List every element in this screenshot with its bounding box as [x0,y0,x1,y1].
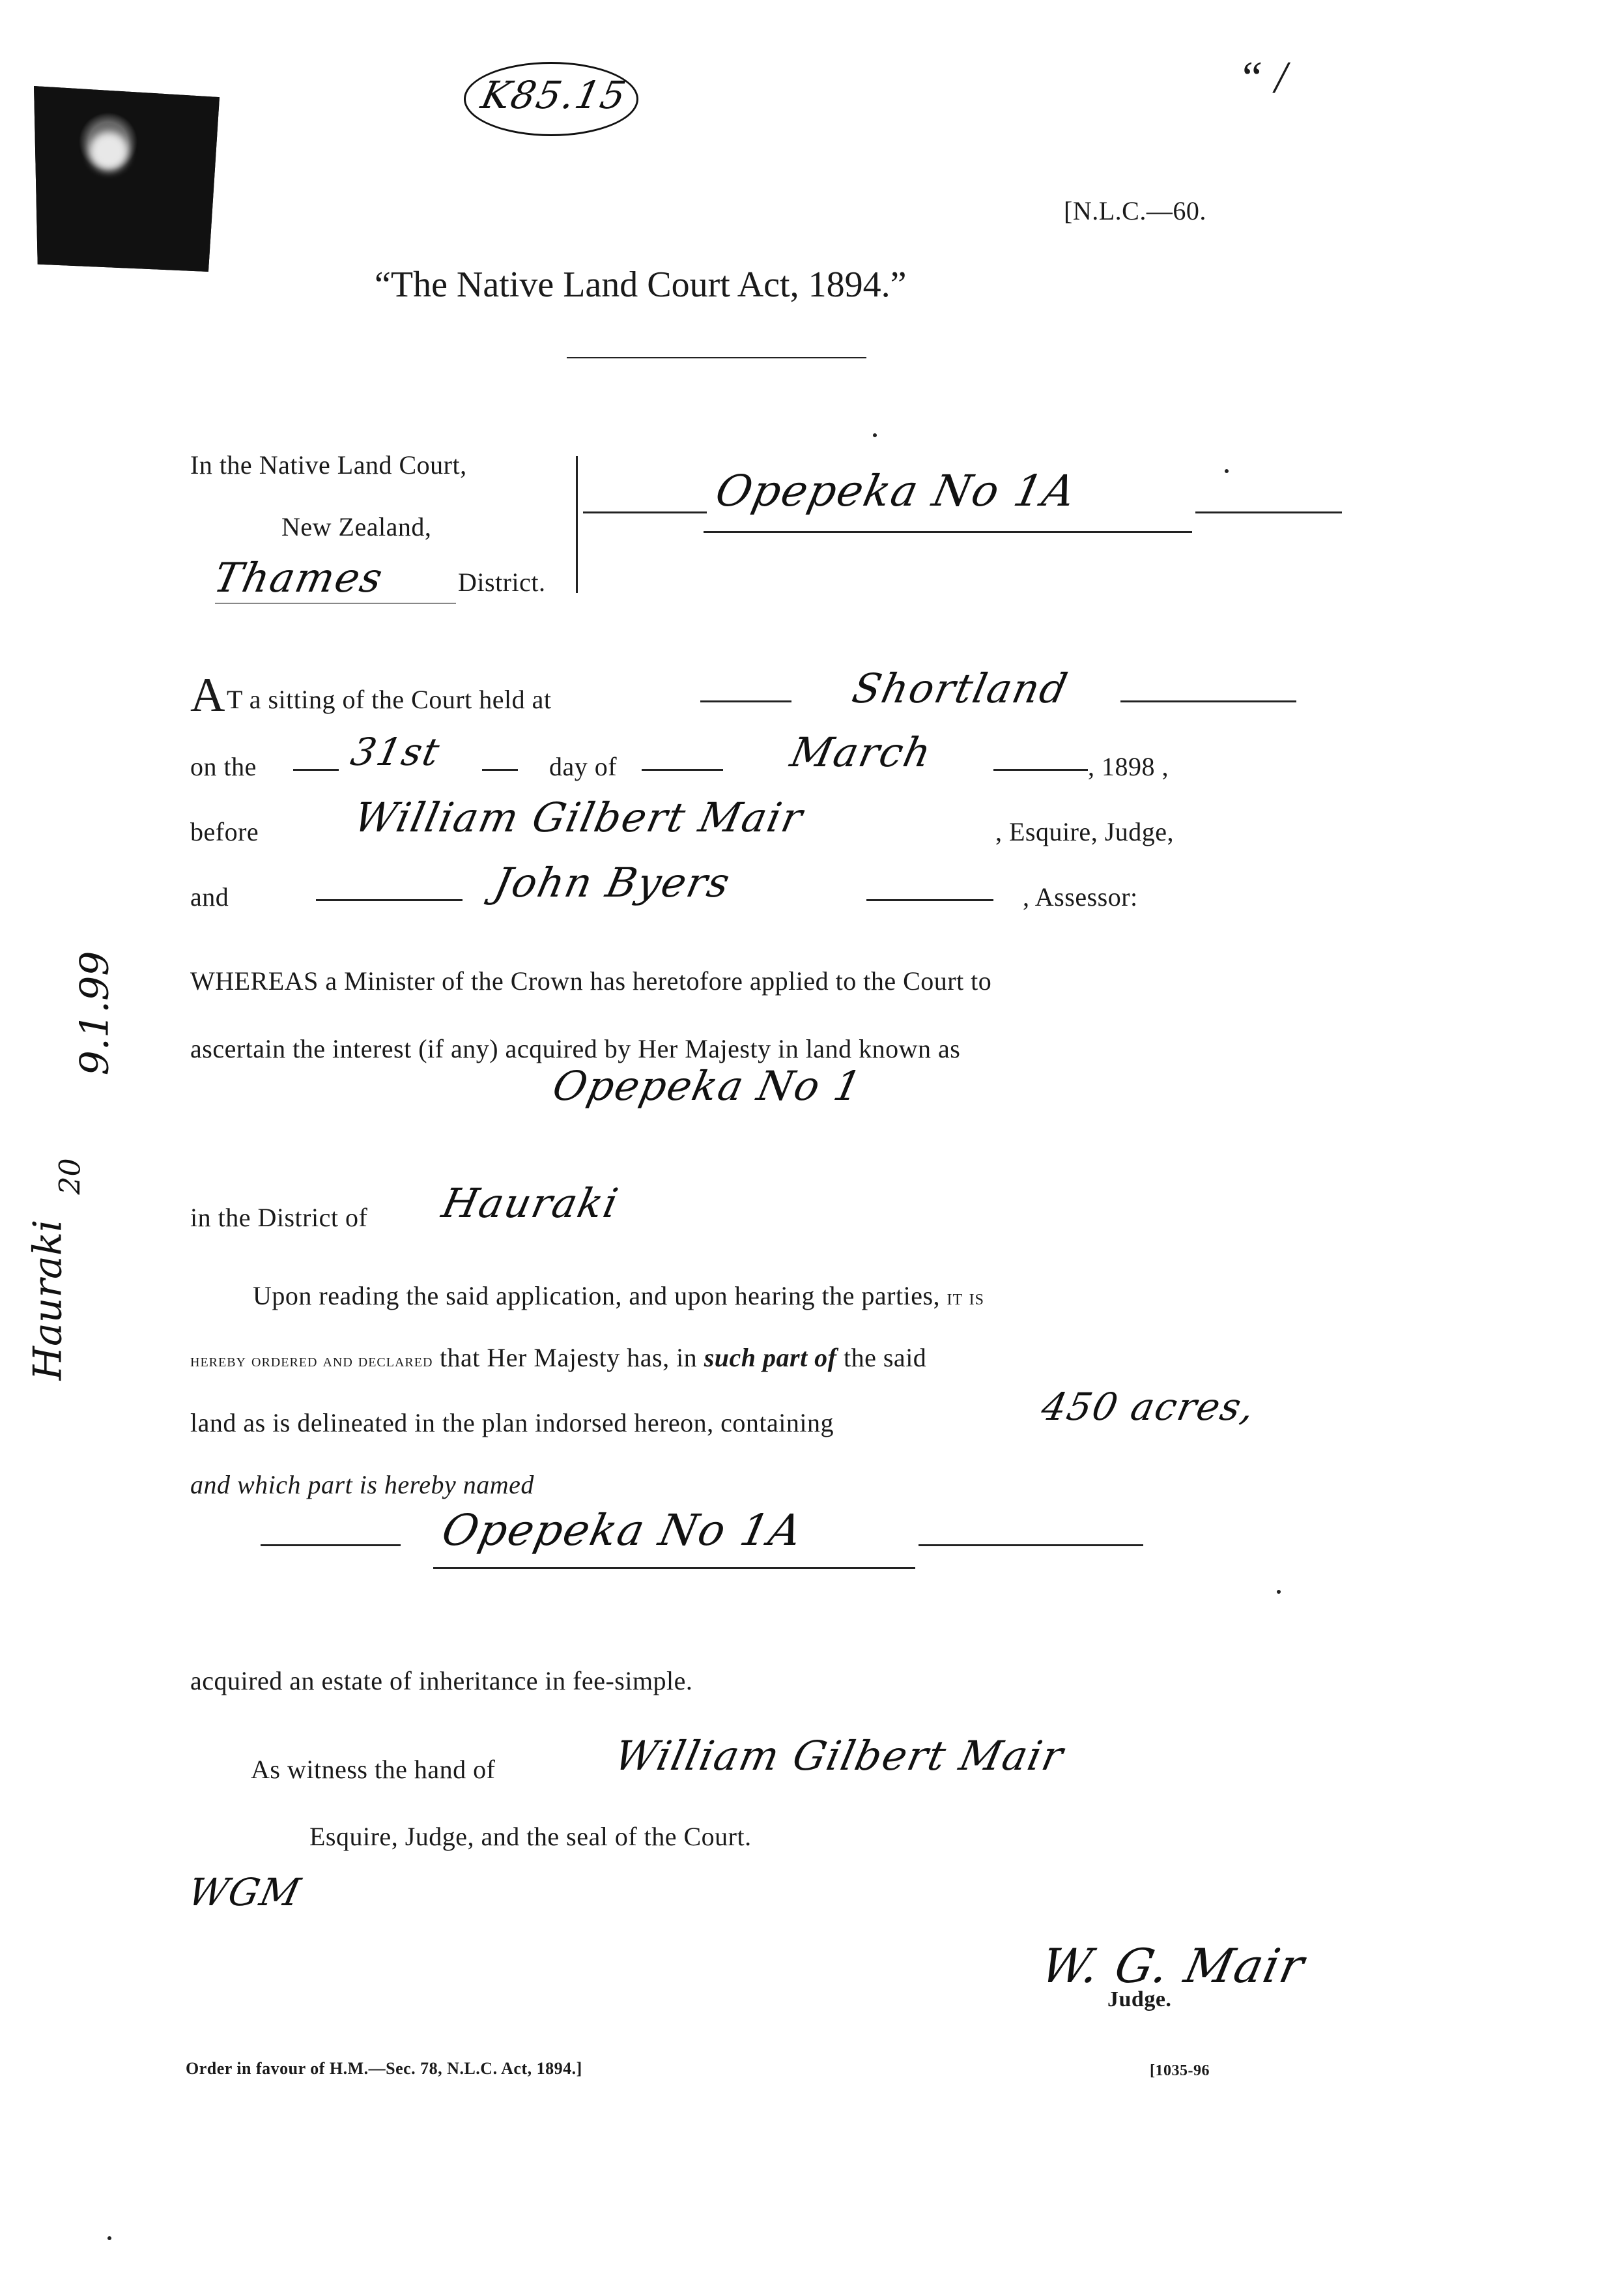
block-name-rule-left [583,511,707,513]
month-rule-left [642,769,723,771]
block-name-handwritten: Opepeka No 1A [711,466,1081,516]
upon-line-1a: Upon reading the said application, and upon hearing the parties, [253,1281,941,1310]
and-label: and [190,882,229,912]
year: , 1898 , [1088,752,1169,781]
block-name-rule-right [1195,511,1342,513]
district-handwritten: Thames [210,554,388,601]
day-rule-left [293,769,339,771]
district-of: in the District of [190,1203,368,1232]
month-rule-right [993,769,1088,771]
margin-note-4: 9.1.99 [72,951,118,1076]
speck [107,2236,111,2240]
tick-marks: “ / [1238,53,1287,103]
sitting-text: T a sitting of the Court held at [227,685,552,714]
initials: WGM [184,1870,306,1914]
upon-line-2a: hereby ordered and declared [190,1351,433,1371]
court-line-2: New Zealand, [281,512,432,541]
day-handwritten: 31st [347,730,445,774]
witness-line: As witness the hand of [251,1755,496,1784]
reference-number: K85.15 [477,73,631,117]
margin-note-2: Hauraki [25,1219,71,1381]
district-of-handwritten: Hauraki [438,1179,623,1227]
act-title: “The Native Land Court Act, 1894.” [375,265,907,305]
assessor-rule-left [316,899,463,901]
ink-blot [34,86,220,272]
part-handwritten: Opepeka No 1A [437,1505,808,1555]
witness-handwritten: William Gilbert Mair [610,1732,1068,1779]
margin-annotations [26,912,176,1596]
acquired-line: acquired an estate of inheritance in fee-simple. [190,1666,693,1695]
margin-note-3: 20 [53,1158,87,1195]
place-rule-right [1120,700,1296,702]
place-handwritten: Shortland [848,665,1073,712]
upon-line-2d: the said [844,1343,927,1372]
title-divider [567,357,866,358]
part-rule-right [919,1544,1143,1546]
place-rule-left [700,700,791,702]
footer-left: Order in favour of H.M.—Sec. 78, N.L.C. Act, 1894.] [186,2059,582,2078]
before-label: before [190,817,259,846]
speck [1277,1590,1281,1594]
whereas-line-1: WHEREAS a Minister of the Crown has heretofore applied to the Court to [190,966,992,996]
month-handwritten: March [786,728,937,776]
upon-line-3: land as is delineated in the plan indorsed hereon, containing [190,1408,834,1437]
part-underline [433,1567,915,1569]
judge-signature: W. G. Mair [1036,1938,1310,1993]
named-line: and which part is hereby named [190,1470,534,1499]
district-underline [215,603,456,604]
whereas-line-2: ascertain the interest (if any) acquired by Her Majesty in land known as [190,1034,961,1063]
judge-handwritten: William Gilbert Mair [350,794,808,841]
footer-right: [1035-96 [1150,2062,1210,2079]
assessor-handwritten: John Byers [490,859,735,906]
assessor-rule-right [866,899,993,901]
caption-brace [567,456,578,593]
district-label: District. [458,568,546,597]
judge-label: Judge. [1107,1987,1172,2011]
day-rule-right [482,769,518,771]
on-the: on the [190,752,257,781]
upon-line-1b: it is [947,1286,985,1310]
assessor-suffix: , Assessor: [1023,882,1138,912]
speck [873,433,877,437]
form-code: [N.L.C.—60. [1064,196,1206,225]
upon-line-2c: such part of [704,1343,837,1372]
part-rule-left [261,1544,401,1546]
drop-cap: A [190,669,225,722]
day-of: day of [549,752,618,781]
acres-handwritten: 450 acres, [1037,1385,1260,1429]
court-line-1: In the Native Land Court, [190,450,467,480]
block-name-underline [704,531,1192,533]
speck [1225,469,1229,473]
land-handwritten: Opepeka No 1 [548,1062,867,1110]
upon-line-2b: that Her Majesty has, in [439,1343,698,1372]
witness-line-2: Esquire, Judge, and the seal of the Court. [309,1822,752,1851]
judge-suffix: , Esquire, Judge, [995,817,1175,846]
